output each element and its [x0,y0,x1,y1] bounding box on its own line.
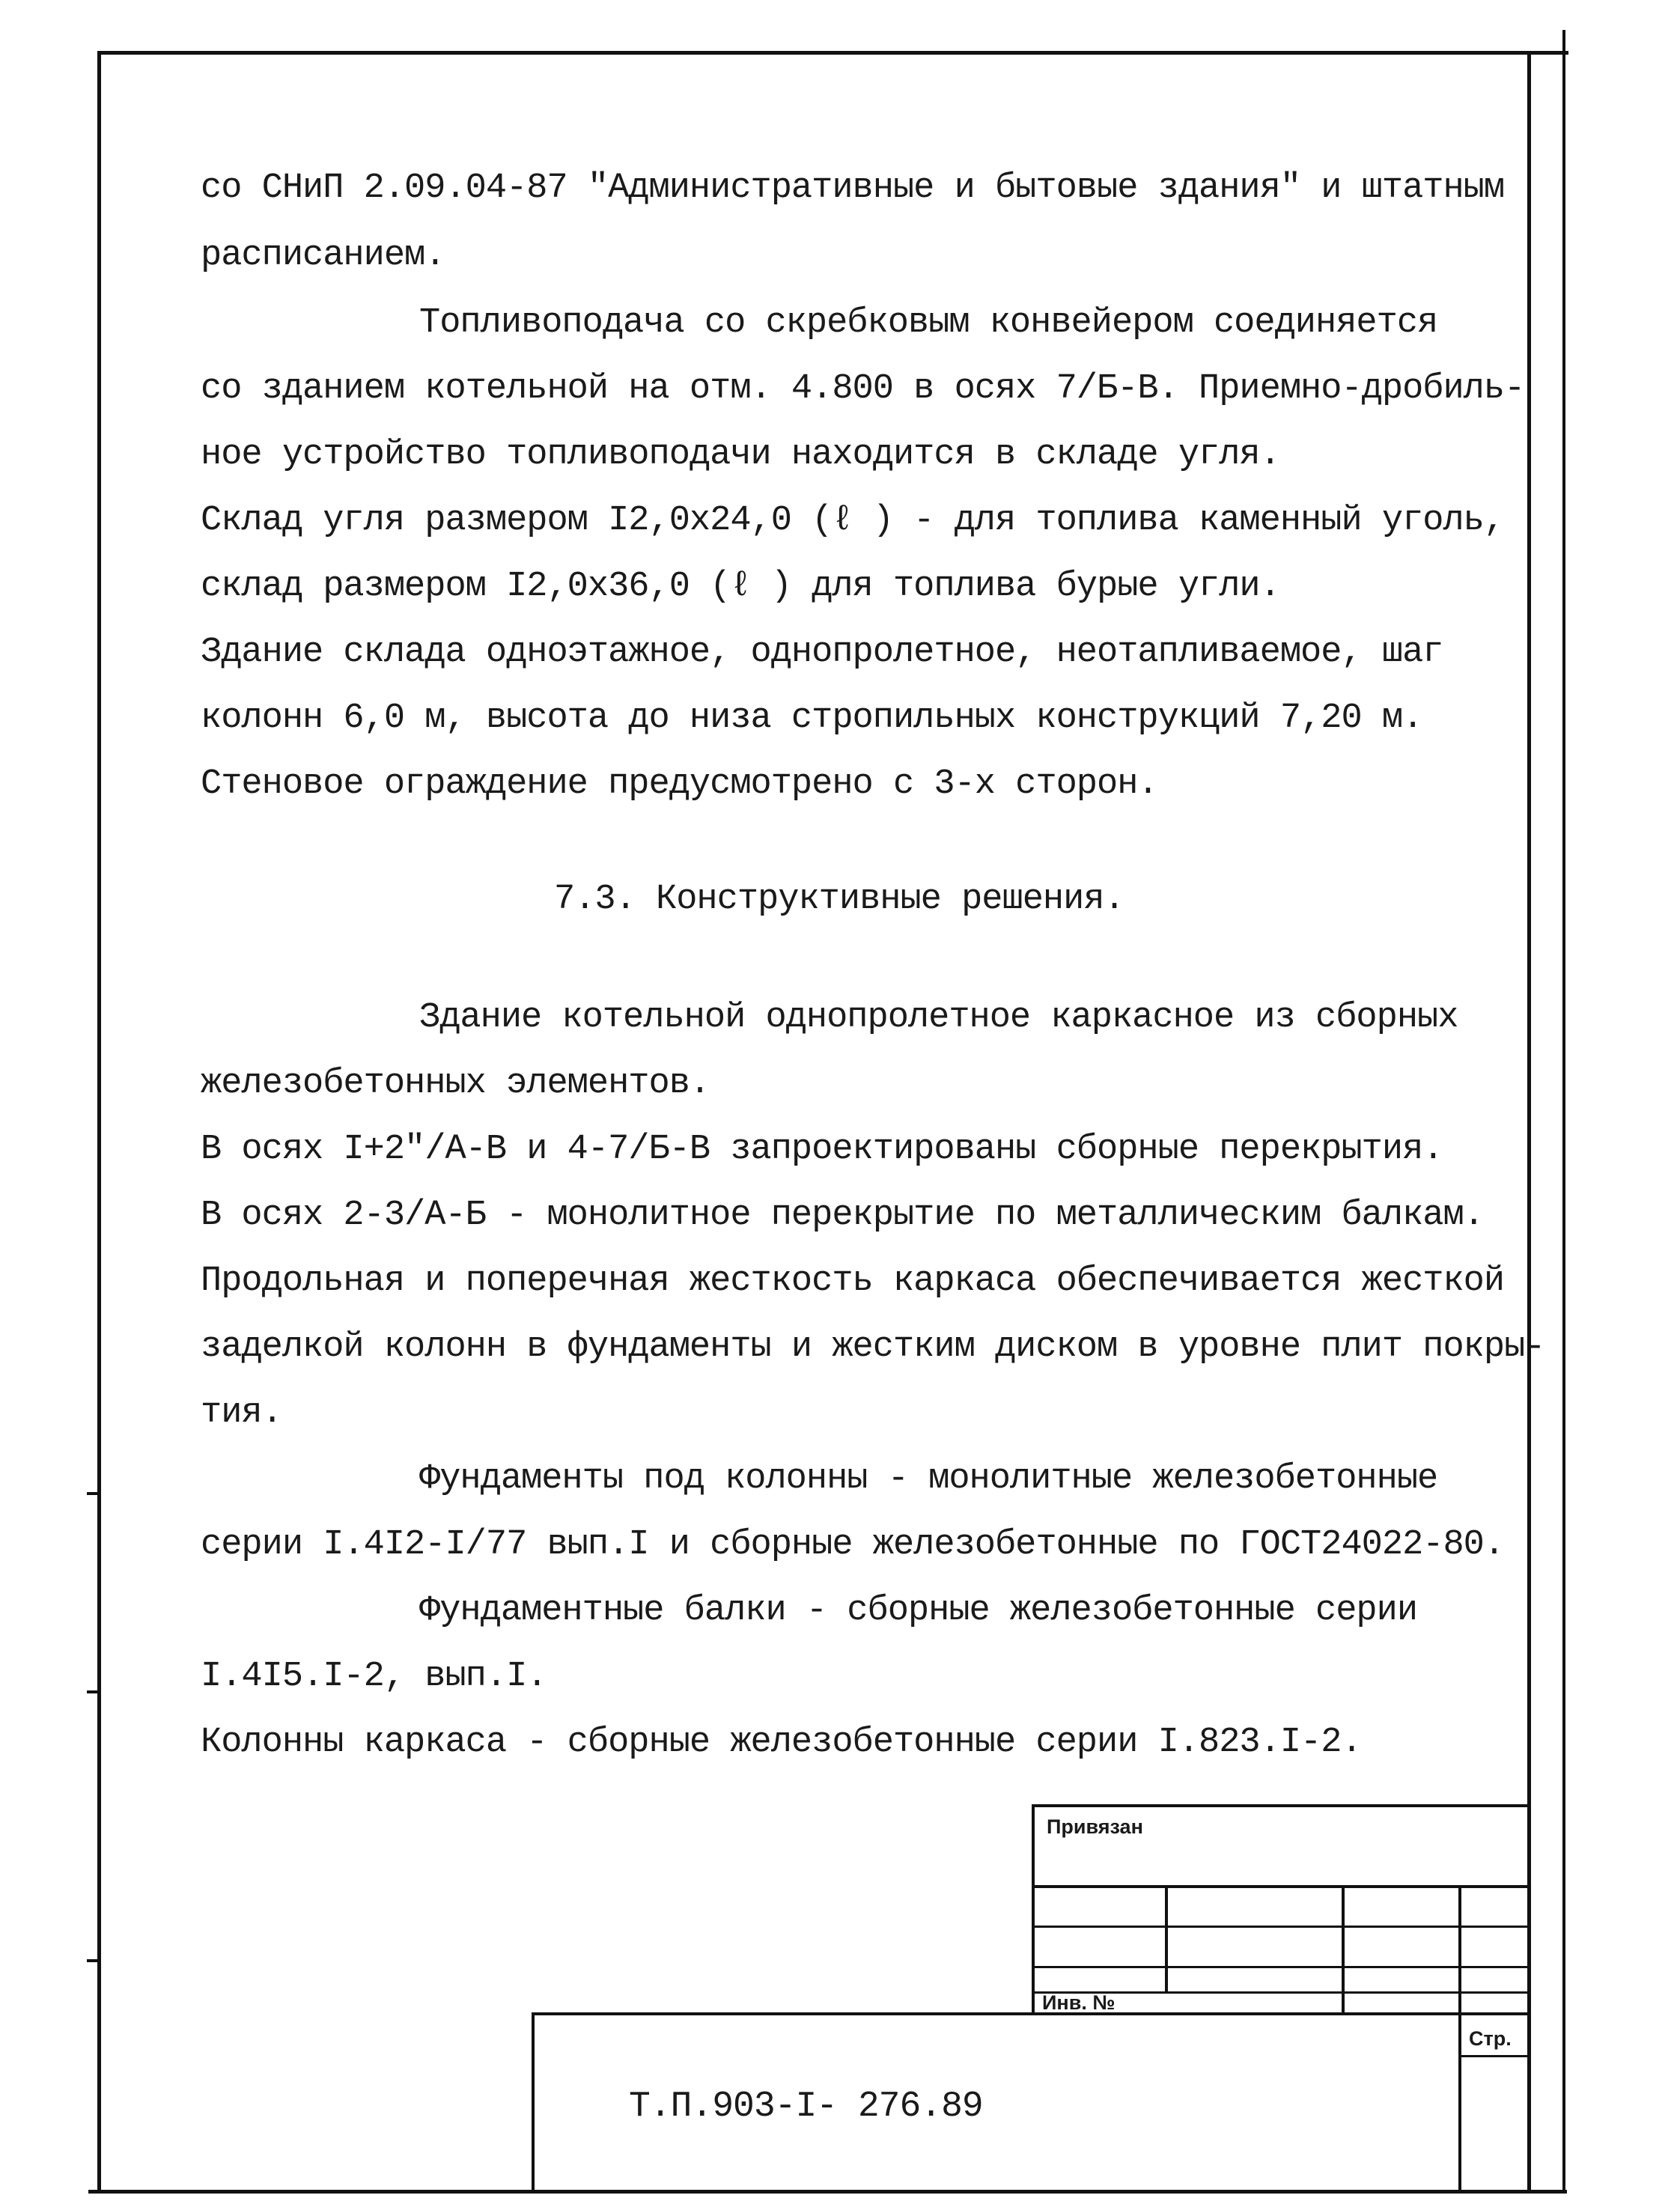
frame-left-tick-3 [87,1959,99,1962]
section-line: В осях 2-3/А-Б - монолитное перекрытие по металлическим балкам. [201,1196,1484,1235]
section-heading: 7.3. Конструктивные решения. [554,880,1124,919]
stamp-grid-col-2 [1342,1885,1345,2012]
section-line: Фундаментные балки - сборные железобетонные серии [419,1591,1418,1631]
section-line: Продольная и поперечная жесткость каркаса обеспечивается жесткой [201,1261,1505,1301]
paragraph-line: колонн 6,0 м, высота до низа стропильных конструкций 7,20 м. [201,698,1423,738]
paragraph-line: Здание склада одноэтажное, однопролетное, неотапливаемое, шаг [201,633,1443,672]
stamp-attached-label: Привязан [1047,1815,1143,1838]
paragraph-line: Склад угля размером I2,0x24,0 (ℓ ) - для топлива каменный уголь, [201,501,1505,541]
frame-right-outer-border [1562,30,1565,2192]
section-line: заделкой колонн в фундаменты и жестким диском в уровне плит покры- [201,1327,1545,1367]
section-line: I.4I5.I-2, вып.I. [201,1657,547,1696]
stamp-page-label: Стр. [1469,2027,1512,2050]
section-line: тия. [201,1393,282,1433]
stamp-page-divider [1458,2055,1529,2057]
stamp-inv-label: Инв. № [1042,1991,1116,2014]
stamp-upper-top [1032,1804,1529,1807]
stamp-lower-left [532,2012,535,2192]
section-line: В осях I+2"/А-В и 4-7/Б-В запроектированы сборные перекрытия. [201,1130,1443,1169]
paragraph-line: Топливоподача со скребковым конвейером соединяется [419,303,1438,343]
frame-left-tick-1 [87,1492,99,1495]
stamp-grid-col-1 [1165,1885,1168,1994]
section-line: серии I.4I2-I/77 вып.I и сборные железобетонные по ГОСТ24022-80. [201,1525,1505,1565]
frame-left-border [97,51,101,2192]
stamp-grid-row-3 [1032,1966,1529,1968]
paragraph-line: со зданием котельной на отм. 4.800 в осях 7/Б-В. Приемно-дробиль- [201,369,1525,409]
section-line: Колонны каркаса - сборные железобетонные серии I.823.I-2. [201,1723,1362,1762]
stamp-grid-col-3 [1458,1885,1461,2192]
stamp-lower-top [532,2012,1529,2015]
frame-right-border [1527,51,1531,2192]
frame-left-tick-2 [87,1690,99,1693]
paragraph-line: Стеновое ограждение предусмотрено с 3-х сторон. [201,764,1158,804]
stamp-grid-row-2 [1032,1926,1529,1928]
document-code: Т.П.903-I- 276.89 [629,2086,983,2127]
frame-top-border [97,51,1568,55]
paragraph-line: со СНиП 2.09.04-87 "Административные и бытовые здания" и штатным [201,168,1505,208]
section-line: Здание котельной однопролетное каркасное из сборных [419,998,1458,1038]
frame-bottom-border [88,2190,1567,2194]
stamp-upper-left [1032,1804,1035,2014]
stamp-grid-row-1 [1032,1885,1529,1888]
section-line: железобетонных элементов. [201,1064,710,1104]
section-line: Фундаменты под колонны - монолитные железобетонные [419,1459,1438,1499]
paragraph-line: ное устройство топливоподачи находится в складе угля. [201,435,1280,475]
paragraph-line: расписанием. [201,236,445,276]
paragraph-line: склад размером I2,0x36,0 (ℓ ) для топлива бурые угли. [201,567,1280,606]
